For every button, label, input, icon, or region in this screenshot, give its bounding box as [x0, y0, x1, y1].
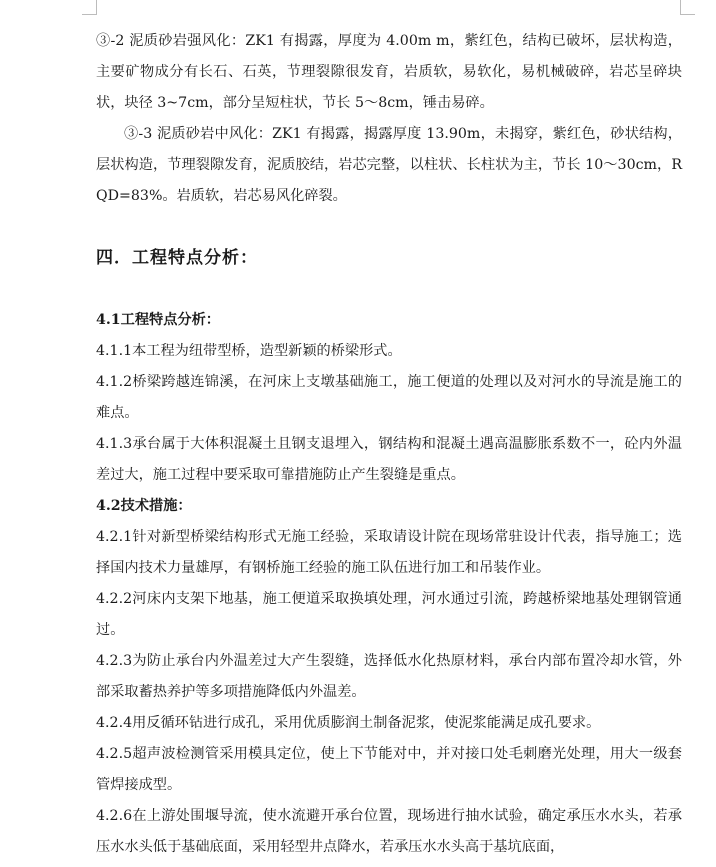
subsection-heading-4-2: 4.2技术措施：	[96, 498, 192, 514]
document-body	[96, 26, 682, 863]
list-item-4-2-2: 4.2.2河床内支架下地基，施工便道采取换填处理，河水通过引流，跨越桥梁地基处理钢管通过。	[96, 591, 682, 638]
section-heading-4: 四．工程特点分析：	[96, 248, 258, 268]
page-corner-mark-left	[82, 0, 97, 15]
spacer	[96, 212, 682, 243]
list-item-4-2-6: 4.2.6在上游处围堰导流，使水流避开承台位置，现场进行抽水试验，确定承压水水头，若承压水水头低于基础底面，采用轻型井点降水，若承压水水头高于基坑底面，	[96, 808, 682, 855]
list-item-4-1-2: 4.1.2桥梁跨越连锦溪，在河床上支墩基础施工，施工便道的处理以及对河水的导流是施工的难点。	[96, 374, 682, 421]
list-item-4-1-1: 4.1.1本工程为纽带型桥，造型新颖的桥梁形式。	[96, 343, 402, 359]
list-item-4-2-4: 4.2.4用反循环钻进行成孔，采用优质膨润土制备泥浆，使泥浆能满足成孔要求。	[96, 715, 601, 731]
page-corner-mark-right	[680, 0, 695, 15]
list-item-4-2-1: 4.2.1针对新型桥梁结构形式无施工经验，采取请设计院在现场常驻设计代表，指导施工；选择国内技术力量雄厚，有钢桥施工经验的施工队伍进行加工和吊装作业。	[96, 529, 682, 576]
spacer	[96, 274, 682, 305]
geology-paragraph-3-3: ③-3 泥质砂岩中风化：ZK1 有揭露，揭露厚度 13.90m，未揭穿，紫红色，砂状结构，层状构造，节理裂隙发育，泥质胶结，岩芯完整，以柱状、长柱状为主，节长 10～30cm，RQD=83%。岩质软，岩芯易风化碎裂。	[96, 126, 682, 204]
subsection-heading-4-1: 4.1工程特点分析：	[96, 312, 220, 328]
geology-paragraph-3-2: ③-2 泥质砂岩强风化：ZK1 有揭露，厚度为 4.00m m，紫红色，结构已破坏，层状构造，主要矿物成分有长石、石英，节理裂隙很发育，岩质软，易软化，易机械破碎，岩芯呈碎块状，块径 3~7cm，部分呈短柱状，节长 5～8cm，锤击易碎。	[96, 33, 682, 111]
list-item-4-1-3: 4.1.3承台属于大体积混凝土且钢支退埋入，钢结构和混凝土遇高温膨胀系数不一，砼内外温差过大，施工过程中要采取可靠措施防止产生裂缝是重点。	[96, 436, 682, 483]
list-item-4-2-3: 4.2.3为防止承台内外温差过大产生裂缝，选择低水化热原材料，承台内部布置冷却水管，外部采取蓄热养护等多项措施降低内外温差。	[96, 653, 682, 700]
list-item-4-2-5: 4.2.5超声波检测管采用模具定位，使上下节能对中，并对接口处毛刺磨光处理，用大一级套管焊接成型。	[96, 746, 682, 793]
